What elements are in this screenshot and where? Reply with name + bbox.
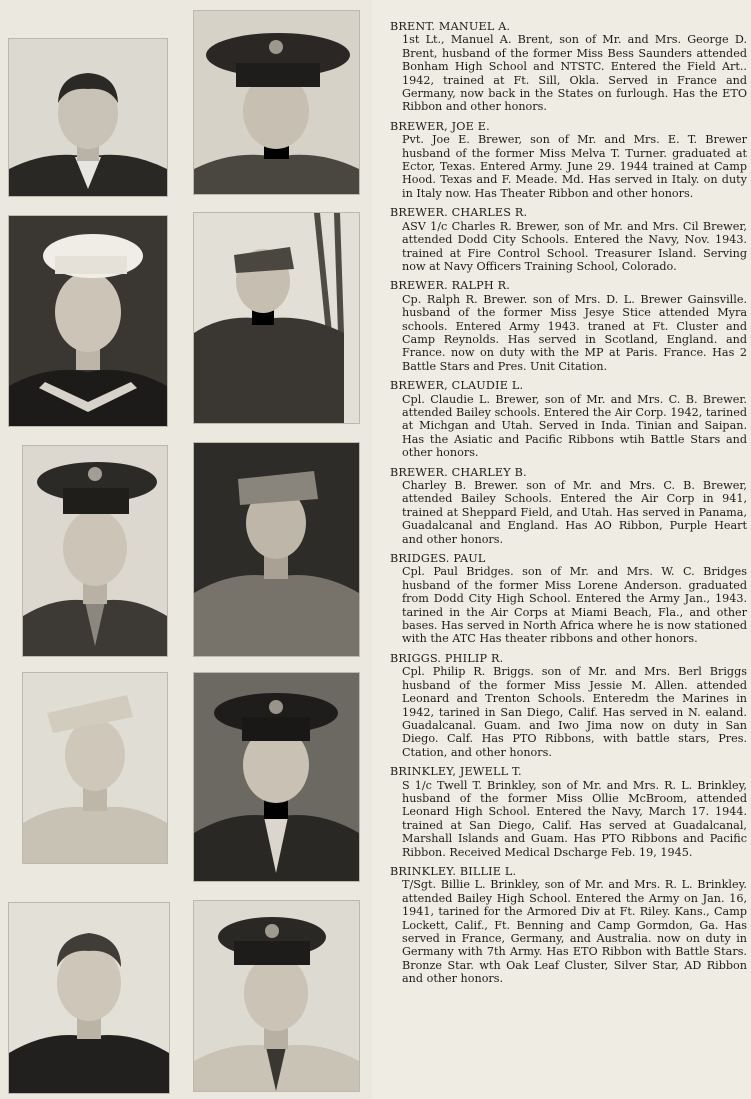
entry-brent-manuel [390, 20, 747, 114]
entry-bio: S 1/c Twell T. Brinkley, son of Mr. and Mrs. R. L. Brinkley, husband of the former Miss Ollie McBroom, attended Leonard High School. Entered the Navy, March 17. 1944. trained at San Diego, Calif. Has served at Guadalcanal, Marshall Islands and Guam. Has PTO Ribbons and Pacific Ribbon. Received Medical Dscharge Feb. 19, 1945. [402, 778, 747, 859]
portrait-figure [194, 901, 359, 1091]
entry-bio: Cpl. Claudie L. Brewer, son of Mr. and Mrs. C. B. Brewer. attended Bailey schools. Entered the Air Corp. 1942, tarined at Michgan and Utah. Served in Inda. Tinian and Saipan. Has the Asiatic and Pacific Ribbons wtih Battle Stars and other honors. [402, 392, 747, 460]
entry-name: BREWER, CLAUDIE L. [390, 379, 524, 393]
entry-bio: Cpl. Paul Bridges. son of Mr. and Mrs. W. C. Bridges husband of the former Miss Lorene Anderson. graduated from Dodd City High School. Entered the Army Jan., 1943. tarined in the Air Corps at Miami Beach, Fla., and other bases. Has served in North Africa where he is now stationed with the ATC Has theater ribbons and other honors. [402, 565, 747, 646]
entry-bio: Charley B. Brewer. son of Mr. and Mrs. C. B. Brewer, attended Bailey Schools. Entered the Air Corp in 941, trained at Sheppard Field, and Utah. Has served in Panama, Guadalcanal and England. Has AO Ribbon, Purple Heart and other honors. [402, 479, 747, 546]
entry-brewer-charles [390, 206, 747, 273]
portrait-briggs-philip [193, 672, 360, 882]
portrait-figure [9, 903, 169, 1093]
portrait-brinkley-billie [193, 900, 360, 1092]
entry-name: BRIGGS. PHILIP R. [390, 651, 504, 665]
entry-brewer-charley [390, 466, 747, 546]
entry-name: BREWER. CHARLES R. [390, 206, 528, 220]
portrait-bridges-paul [22, 672, 168, 864]
portrait-brinkley-jewell [8, 902, 170, 1094]
entry-briggs-philip [390, 652, 747, 759]
entry-brinkley-jewell [390, 765, 747, 859]
portrait-figure [9, 39, 167, 196]
entry-bio: Cpl. Philip R. Briggs. son of Mr. and Mrs. Berl Briggs husband of the former Miss Jessie M. Allen. attended Leonard and Trenton Schools. Enteredm the Marines in 1942, tarined in San Diego, Calif. Has served in N. ealand. Guadalcanal. Guam. and Iwo Jima now on duty in San Diego. Calf. Has PTO Ribbons, with battle stars, Pres. Ctation, and other honors. [402, 665, 747, 759]
portrait-brent-manuel [8, 38, 168, 197]
portrait-figure [194, 213, 359, 423]
portrait-brewer-charley [193, 442, 360, 657]
entry-bio: ASV 1/c Charles R. Brewer, son of Mr. and Mrs. Cil Brewer, attended Dodd City Schools. Entered the Navy, Nov. 1943. trained at Fire Control School. Treasurer Island. Serving now at Navy Officers Training School, Colorado. [402, 219, 747, 273]
entry-name: BREWER, JOE E. [390, 119, 490, 133]
entry-name: BRINKLEY, JEWELL T. [390, 765, 522, 779]
entry-name: BRENT. MANUEL A. [390, 20, 511, 33]
portrait-brewer-claudie [22, 445, 168, 657]
entry-name: BRIDGES. PAUL [390, 552, 486, 566]
entry-name: BREWER. CHARLEY B. [390, 465, 527, 479]
entry-bio: Cp. Ralph R. Brewer. son of Mrs. D. L. Brewer Gainsville. husband of the former Miss Jesye Stice attended Myra schools. Entered Army 1943. traned at Ft. Cluster and Camp Reynolds. Has served in Scotland, England. and France. now on duty with the MP at Paris. France. Has 2 Battle Stars and Pres. Unit Citation. [402, 292, 747, 373]
entry-brewer-claudie [390, 379, 747, 459]
entry-brinkley-billie [390, 865, 747, 986]
portrait-figure [23, 446, 167, 656]
biography-column [390, 20, 747, 992]
portrait-figure [194, 443, 359, 656]
entry-bio: 1st Lt., Manuel A. Brent, son of Mr. and Mrs. George D. Brent, husband of the former Miss Bess Saunders attended Bonham High School and NTSTC. Entered the Field Art.. 1942, trained at Ft. Sill, Okla. Served in France and Germany, now back in the States on furlough. Has the ETO Ribbon and other honors. [402, 33, 747, 114]
entry-brewer-joe [390, 120, 747, 200]
portrait-figure [9, 216, 167, 426]
entry-bridges-paul [390, 552, 747, 646]
entry-bio: Pvt. Joe E. Brewer, son of Mr. and Mrs. E. T. Brewer husband of the former Miss Melva T. Turner. graduated at Ector, Texas. Entered Army. June 29. 1944 trained at Camp Hood. Texas and F. Meade. Md. Has served in Italy. on duty in Italy now. Has Theater Ribbon and other honors. [402, 133, 747, 200]
entry-bio: T/Sgt. Billie L. Brinkley, son of Mr. and Mrs. R. L. Brinkley. attended Bailey High School. Entered the Army on Jan. 16, 1941, tarined for the Armored Div at Ft. Riley. Kans., Camp Lockett, Calif., Ft. Benning and Camp Gormdon, Ga. Has served in France, Germany, and Australia. now on duty in Germany with 7th Army. Has ETO Ribbon with Battle Stars. Bronze Star. wth Oak Leaf Cluster, Silver Star, AD Ribbon and other honors. [402, 878, 747, 986]
portrait-figure [194, 11, 359, 194]
entry-name: BREWER. RALPH R. [390, 279, 510, 293]
entry-brewer-ralph [390, 279, 747, 373]
portrait-brewer-joe [193, 10, 360, 195]
portrait-figure [194, 673, 359, 881]
entry-name: BRINKLEY. BILLIE L. [390, 864, 517, 878]
portrait-brewer-ralph [193, 212, 360, 424]
portrait-brewer-charles [8, 215, 168, 427]
portrait-figure [23, 673, 167, 863]
photo-column [0, 0, 372, 1099]
